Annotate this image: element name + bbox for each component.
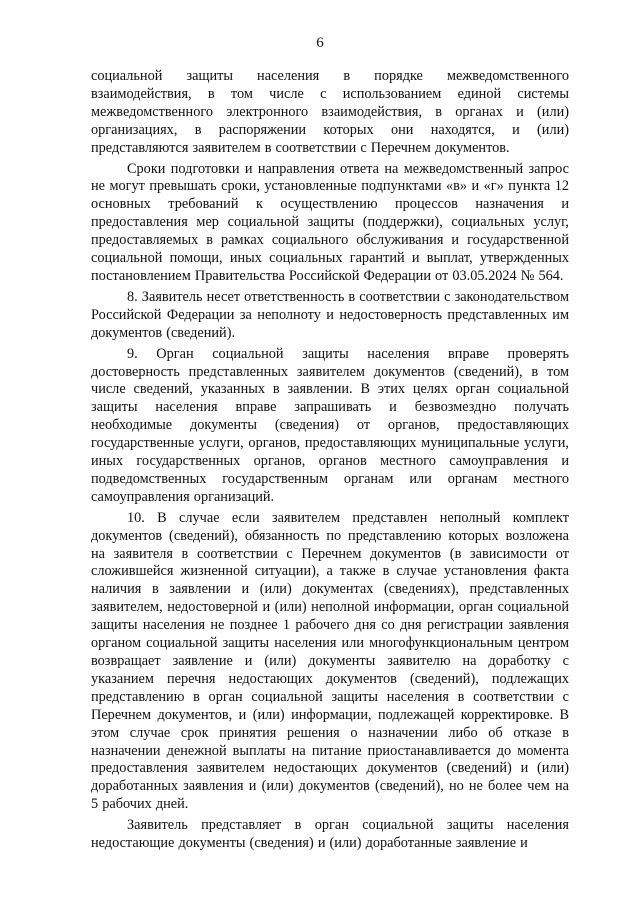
- paragraph-item-8: 8. Заявитель несет ответственность в соответствии с законодательством Российской Федерации за неполноту и недостоверность представленных им документов (сведений).: [91, 288, 569, 341]
- page-number: 6: [316, 35, 324, 51]
- paragraph-item-10: 10. В случае если заявителем представлен неполный комплект документов (сведений), обязанность по представлению которых возложена на заявителя в соответствии с Перечнем документов (в зависимости от сложившейся жизненной ситуации), а также в случае установления факта наличия в заявлении и (или) документах (сведениях), представленных заявителем, недостоверной и (или) неполной информации, орган социальной защиты населения не позднее 1 рабочего дня со дня регистрации заявления органом социальной защиты населения или многофункциональным центром возвращает заявление и (или) документы заявителю на доработку с указанием перечня недостающих документов (сведений), подлежащих представлению в орган социальной защиты населения в соответствии с Перечнем документов, и (или) информации, подлежащей корректировке. В этом случае срок принятия решения о назначении либо об отказе в назначении денежной выплаты на питание приостанавливается до момента предоставления заявителем недостающих документов (сведений) и (или) доработанных заявления и (или) документов (сведений), но не более чем на 5 рабочих дней.: [91, 509, 569, 813]
- paragraph-response-deadlines: Сроки подготовки и направления ответа на межведомственный запрос не могут превышать сроки, установленные подпунктами «в» и «г» пункта 12 основных требований к осуществлению процессов назначения и предоставления мер социальной защиты (поддержки), социальных услуг, предоставляемых в рамках социального обслуживания и государственной социальной помощи, иных социальных гарантий и выплат, утвержденных постановлением Правительства Российской Федерации от 03.05.2024 № 564.: [91, 160, 569, 284]
- paragraph-continuation: социальной защиты населения в порядке межведомственного взаимодействия, в том числе с использованием единой системы межведомственного электронного взаимодействия, в органах и (или) организациях, в распоряжении которых они находятся, и (или) представляются заявителем в соответствии с Перечнем документов.: [91, 68, 569, 156]
- paragraph-applicant-submits: Заявитель представляет в орган социальной защиты населения недостающие документы (сведения) и (или) доработанные заявление и: [91, 817, 569, 852]
- paragraph-item-9: 9. Орган социальной защиты населения вправе проверять достоверность представленных заявителем документов (сведений), в том числе сведений, указанных в заявлении. В этих целях орган социальной защиты населения вправе запрашивать и безвозмездно получать необходимые документы (сведения) от органов, предоставляющих государственные услуги, органов, предоставляющих муниципальные услуги, иных государственных органов, органов местного самоуправления и подведомственных государственным органам или органам местного самоуправления организаций.: [91, 345, 569, 505]
- document-body: [91, 68, 569, 853]
